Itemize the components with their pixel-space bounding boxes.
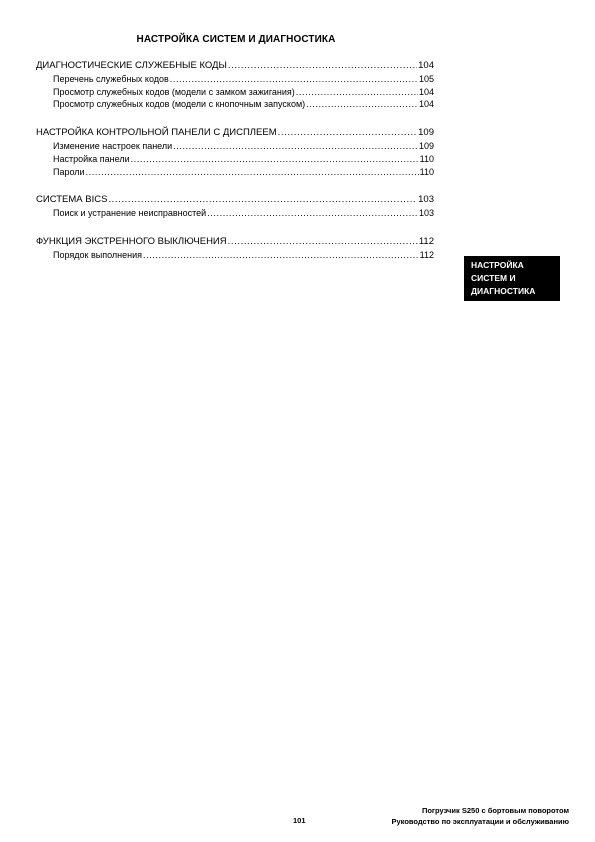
- chapter-tab-line: СИСТЕМ И: [471, 273, 516, 283]
- dot-leader: [228, 60, 417, 73]
- toc-entry[interactable]: [36, 207, 434, 220]
- toc-heading-label: НАСТРОЙКА КОНТРОЛЬНОЙ ПАНЕЛИ С ДИСПЛЕЕМ: [36, 127, 277, 139]
- toc-entry[interactable]: [36, 249, 434, 262]
- dot-leader: [207, 207, 418, 220]
- dot-leader: [108, 194, 417, 207]
- footer: [391, 805, 569, 827]
- chapter-tab: [464, 256, 560, 301]
- toc-entry-label: Поиск и устранение неисправностей: [53, 208, 207, 219]
- toc-entry-label: Просмотр служебных кодов (модели с кнопочным запуском): [53, 99, 306, 110]
- toc-page-number: 110: [419, 166, 434, 177]
- toc-page-number: 104: [418, 60, 434, 71]
- toc-section-emergency-shutdown: [36, 236, 434, 262]
- toc-entry[interactable]: [36, 140, 434, 153]
- toc-entry-label: Пароли: [53, 166, 85, 177]
- toc-entry[interactable]: [36, 98, 434, 111]
- toc-heading[interactable]: [36, 194, 434, 207]
- toc-page-number: 104: [418, 86, 434, 97]
- footer-manual-name: Руководство по эксплуатации и обслуживанию: [391, 817, 569, 826]
- dot-leader: [86, 166, 419, 179]
- toc-heading-label: ФУНКЦИЯ ЭКСТРЕННОГО ВЫКЛЮЧЕНИЯ: [36, 235, 227, 247]
- chapter-tab-line: НАСТРОЙКА: [471, 260, 524, 270]
- toc-entry-label: Перечень служебных кодов: [53, 73, 169, 84]
- toc-section-display-panel: [36, 127, 434, 178]
- dot-leader: [278, 127, 418, 140]
- toc-entry-label: Порядок выполнения: [53, 249, 142, 260]
- footer-product-name: Погрузчик S250 с бортовым поворотом: [421, 806, 569, 815]
- toc-heading[interactable]: [36, 60, 434, 73]
- dot-leader: [131, 153, 419, 166]
- toc-entry[interactable]: [36, 166, 434, 179]
- toc-page-number: 103: [418, 194, 434, 206]
- toc-heading[interactable]: [36, 127, 434, 140]
- page-title: НАСТРОЙКА СИСТЕМ И ДИАГНОСТИКА: [136, 34, 336, 45]
- toc-entry-label: Просмотр служебных кодов (модели с замком зажигания): [53, 86, 295, 97]
- page-number: 101: [293, 816, 306, 825]
- dot-leader: [296, 86, 418, 99]
- table-of-contents: [36, 60, 434, 278]
- dot-leader: [170, 73, 418, 86]
- toc-heading-label: ДИАГНОСТИЧЕСКИЕ СЛУЖЕБНЫЕ КОДЫ: [36, 60, 227, 71]
- dot-leader: [228, 236, 418, 249]
- toc-page-number: 109: [418, 127, 434, 139]
- toc-page-number: 109: [418, 140, 434, 151]
- dot-leader: [306, 98, 418, 111]
- toc-page-number: 112: [418, 235, 434, 247]
- toc-entry[interactable]: [36, 86, 434, 99]
- chapter-tab-line: ДИАГНОСТИКА: [471, 286, 536, 296]
- toc-section-diagnostic-codes: [36, 60, 434, 111]
- toc-page-number: 110: [419, 153, 434, 164]
- toc-page-number: 103: [418, 208, 434, 219]
- dot-leader: [173, 140, 418, 153]
- toc-page-number: 105: [418, 73, 434, 84]
- toc-page-number: 104: [418, 99, 434, 110]
- toc-entry[interactable]: [36, 153, 434, 166]
- toc-entry-label: Настройка панели: [53, 153, 130, 164]
- toc-entry[interactable]: [36, 73, 434, 86]
- toc-entry-label: Изменение настроек панели: [53, 140, 173, 151]
- dot-leader: [143, 249, 419, 262]
- toc-page-number: 112: [419, 249, 434, 260]
- toc-section-bics: [36, 194, 434, 220]
- toc-heading[interactable]: [36, 236, 434, 249]
- toc-heading-label: СИСТЕМА BICS: [36, 194, 108, 206]
